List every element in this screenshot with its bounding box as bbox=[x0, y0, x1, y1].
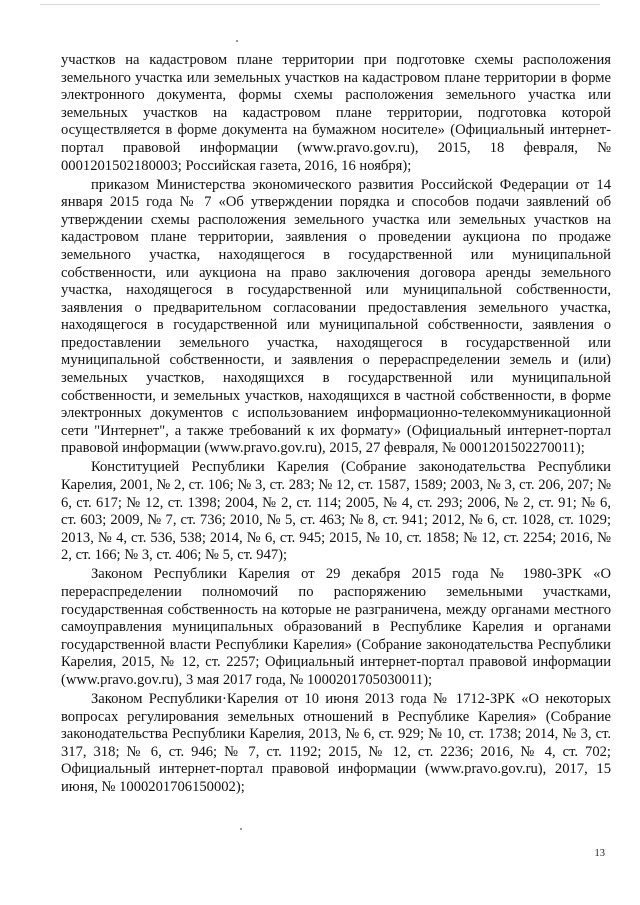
paragraph-law-1712: Законом Республики·Карелия от 10 июня 2013 года № 1712-ЗРК «О некоторых вопросах регулирования земельных отношений в Республике Карелия» (Собрание законодательства Республики Карелия, 2013, № 6, ст. 929; № 10, ст. 1738; 2014, № 3, ст. 317, 318; № 6, ст. 946; № 7, ст. 1192; 2015, № 12, ст. 2236; 2016, № 4, ст. 702; Официальный интернет-портал правовой информации (www.pravo.gov.ru), 2017, 15 июня, № 1000201706150002); bbox=[61, 690, 611, 795]
paragraph-constitution: Конституцией Республики Карелия (Собрание законодательства Республики Карелия, 2001, № 2, ст. 106; № 3, ст. 283; № 12, ст. 1587, 1589; 2003, № 3, ст. 206, 207; № 6, ст. 617; № 12, ст. 1398; 2004, № 2, ст. 114; 2005, № 4, ст. 293; 2006, № 2, ст. 91; № 6, ст. 603; 2009, № 7, ст. 736; 2010, № 5, ст. 463; № 8, ст. 941; 2012, № 6, ст. 1028, ст. 1029; 2013, № 4, ст. 536, 538; 2014, № 6, ст. 945; 2015, № 10, ст. 1858; № 12, ст. 2254; 2016, № 2, ст. 166; № 3, ст. 406; № 5, ст. 947); bbox=[61, 459, 611, 564]
document-body bbox=[61, 52, 611, 797]
paragraph-continuation: участков на кадастровом плане территории при подготовке схемы расположения земельного участка или земельных участков на кадастровом плане территории в форме электронного документа, формы схемы расположения земельного участка или земельных участков на кадастровом плане территории, подготовка которой осуществляется в форме документа на бумажном носителе» (Официальный интернет-портал правовой информации (www.pravo.gov.ru), 2015, 18 февраля, № 0001201502180003; Российская газета, 2016, 16 ноября); bbox=[61, 52, 611, 174]
scan-speck bbox=[240, 828, 242, 830]
scan-top-edge bbox=[40, 4, 600, 5]
page-number: 13 bbox=[594, 848, 605, 859]
paragraph-law-1980: Законом Республики Карелия от 29 декабря 2015 года № 1980-ЗРК «О перераспределении полномочий по распоряжению земельными участками, государственная собственность на которые не разграничена, между органами местного самоуправления муниципальных образований в Республике Карелия и органами государственной власти Республики Карелия» (Собрание законодательства Республики Карелия, 2015, № 12, ст. 2257; Официальный интернет-портал правовой информации (www.pravo.gov.ru), 3 мая 2017 года, № 1000201705030011); bbox=[61, 566, 611, 688]
scan-speck bbox=[236, 40, 238, 42]
paragraph-ministry-order: приказом Министерства экономического развития Российской Федерации от 14 января 2015 года № 7 «Об утверждении порядка и способов подачи заявлений об утверждении схемы расположения земельного участка или земельных участков на кадастровом плане территории, заявления о проведении аукциона по продаже земельного участка, находящегося в государственной или муниципальной собственности, или аукциона на право заключения договора аренды земельного участка, находящегося в государственной или муниципальной собственности, заявления о предварительном согласовании предоставления земельного участка, находящегося в государственной или муниципальной собственности, заявления о предоставлении земельного участка, находящегося в государственной или муниципальной собственности, и заявления о перераспределении земель и (или) земельных участков, находящихся в государственной или муниципальной собственности, и земельных участков, находящихся в частной собственности, в форме электронных документов с использованием информационно-телекоммуникационной сети "Интернет", а также требований к их формату» (Официальный интернет-портал правовой информации (www.pravo.gov.ru), 2015, 27 февраля, № 0001201502270011); bbox=[61, 176, 611, 457]
